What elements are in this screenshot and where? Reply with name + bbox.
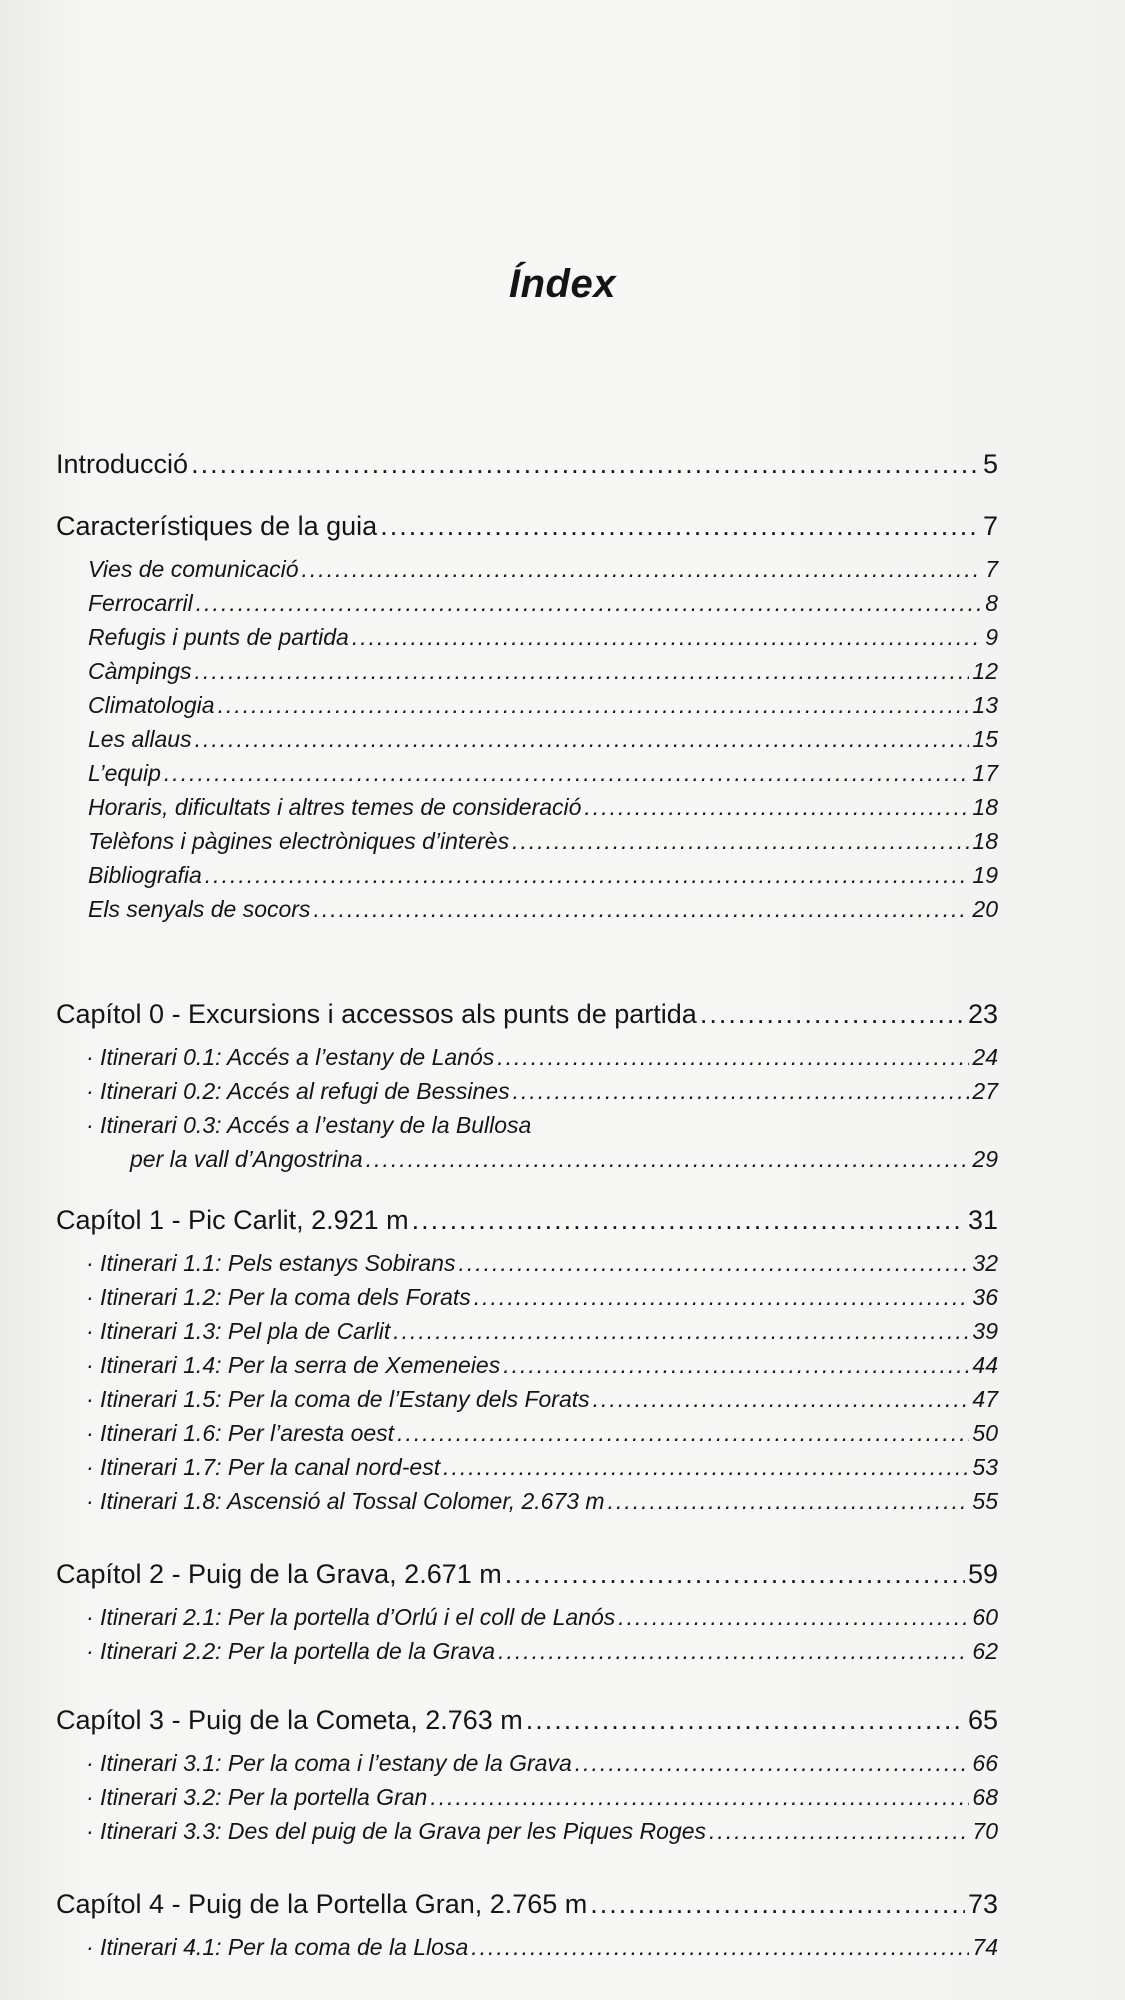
entry-label: Bibliografia xyxy=(88,861,202,888)
entry-label: Horaris, dificultats i altres temes de consideració xyxy=(88,793,582,820)
entry-label: per la vall d’Angostrina xyxy=(130,1145,363,1172)
entry-page: 68 xyxy=(972,1783,998,1810)
toc-subentry[interactable] xyxy=(56,620,998,654)
toc-itinerary[interactable] xyxy=(56,1930,998,1964)
entry-page: 70 xyxy=(972,1817,998,1844)
toc-entry-chapter-2[interactable] xyxy=(56,1548,998,1600)
entry-label: Característiques de la guia xyxy=(56,510,378,541)
entry-page: 55 xyxy=(972,1487,998,1514)
entry-label: · Itinerari 1.1: Pels estanys Sobirans xyxy=(86,1249,456,1276)
section-chapter-4 xyxy=(56,1878,998,1964)
toc-itinerary[interactable] xyxy=(56,1382,998,1416)
dot-leader xyxy=(218,692,970,719)
toc-itinerary[interactable] xyxy=(56,1040,998,1074)
toc-itinerary-continuation[interactable] xyxy=(56,1142,998,1176)
toc-itinerary[interactable] xyxy=(56,1416,998,1450)
dot-leader xyxy=(302,556,983,583)
toc-itinerary[interactable] xyxy=(56,1348,998,1382)
toc-entry-chapter-1[interactable] xyxy=(56,1194,998,1246)
entry-page: 15 xyxy=(972,725,998,752)
entry-page: 62 xyxy=(972,1637,998,1664)
entry-label: Capítol 1 - Pic Carlit, 2.921 m xyxy=(56,1204,409,1235)
toc-itinerary[interactable] xyxy=(56,1746,998,1780)
section-chapter-3 xyxy=(56,1694,998,1848)
section-chapter-0 xyxy=(56,988,998,1176)
dot-leader xyxy=(474,1284,970,1311)
entry-page: 47 xyxy=(972,1385,998,1412)
entry-label: · Itinerari 1.2: Per la coma dels Forats xyxy=(86,1283,471,1310)
entry-label: · Itinerari 1.6: Per l’aresta oest xyxy=(86,1419,395,1446)
dot-leader xyxy=(709,1818,969,1845)
entry-label: Capítol 4 - Puig de la Portella Gran, 2.765 m xyxy=(56,1888,588,1919)
entry-label: · Itinerari 1.3: Pel pla de Carlit xyxy=(86,1317,391,1344)
entry-page: 7 xyxy=(985,555,998,582)
dot-leader xyxy=(505,1559,965,1590)
dot-leader xyxy=(471,1934,969,1961)
section-guide xyxy=(56,500,998,926)
page-title: Índex xyxy=(509,262,616,306)
toc-subentry[interactable] xyxy=(56,586,998,620)
dot-leader xyxy=(430,1784,969,1811)
dot-leader xyxy=(503,1352,969,1379)
entry-label: · Itinerari 1.5: Per la coma de l’Estany dels Forats xyxy=(86,1385,590,1412)
dot-leader xyxy=(443,1454,969,1481)
entry-label: Climatologia xyxy=(88,691,215,718)
entry-page: 8 xyxy=(985,589,998,616)
entry-page: 66 xyxy=(972,1749,998,1776)
dot-leader xyxy=(313,896,969,923)
entry-label: Les allaus xyxy=(88,725,192,752)
toc-subentry[interactable] xyxy=(56,552,998,586)
toc-entry-chapter-0[interactable] xyxy=(56,988,998,1040)
dot-leader xyxy=(397,1420,969,1447)
table-of-contents xyxy=(56,438,998,1964)
toc-itinerary[interactable] xyxy=(56,1314,998,1348)
entry-page: 36 xyxy=(972,1283,998,1310)
toc-itinerary[interactable] xyxy=(56,1484,998,1518)
entry-page: 17 xyxy=(972,759,998,786)
entry-page: 19 xyxy=(972,861,998,888)
dot-leader xyxy=(700,999,965,1030)
entry-label: · Itinerari 3.1: Per la coma i l’estany de la Grava xyxy=(86,1749,572,1776)
entry-label: Introducció xyxy=(56,448,189,479)
dot-leader xyxy=(575,1750,970,1777)
entry-page: 23 xyxy=(967,998,998,1029)
toc-subentry[interactable] xyxy=(56,790,998,824)
dot-leader xyxy=(191,449,980,480)
toc-entry-guide[interactable] xyxy=(56,500,998,552)
dot-leader xyxy=(498,1638,969,1665)
dot-leader xyxy=(590,1889,965,1920)
entry-page: 18 xyxy=(972,793,998,820)
dot-leader xyxy=(497,1044,969,1071)
entry-label: · Itinerari 0.3: Accés a l’estany de la Bullosa xyxy=(86,1111,532,1138)
entry-label: Refugis i punts de partida xyxy=(88,623,349,650)
dot-leader xyxy=(380,511,980,542)
entry-label: Telèfons i pàgines electròniques d’interès xyxy=(88,827,510,854)
entry-page: 29 xyxy=(972,1145,998,1172)
section-chapter-2 xyxy=(56,1548,998,1668)
dot-leader xyxy=(393,1318,969,1345)
entry-label: · Itinerari 4.1: Per la coma de la Llosa xyxy=(86,1933,469,1960)
dot-leader xyxy=(205,862,970,889)
toc-subentry[interactable] xyxy=(56,892,998,926)
toc-itinerary[interactable] xyxy=(56,1814,998,1848)
entry-page: 50 xyxy=(972,1419,998,1446)
entry-page: 44 xyxy=(972,1351,998,1378)
entry-page: 13 xyxy=(972,691,998,718)
dot-leader xyxy=(584,794,969,821)
dot-leader xyxy=(593,1386,970,1413)
toc-itinerary[interactable] xyxy=(56,1280,998,1314)
entry-page: 24 xyxy=(972,1043,998,1070)
dot-leader xyxy=(196,590,982,617)
entry-page: 31 xyxy=(967,1204,998,1235)
entry-label: L’equip xyxy=(88,759,161,786)
toc-itinerary[interactable] xyxy=(56,1600,998,1634)
toc-entry-introduction[interactable] xyxy=(56,438,998,490)
entry-label: Vies de comunicació xyxy=(88,555,299,582)
entry-page: 18 xyxy=(972,827,998,854)
entry-label: Càmpings xyxy=(88,657,192,684)
dot-leader xyxy=(458,1250,969,1277)
entry-label: · Itinerari 2.2: Per la portella de la Grava xyxy=(86,1637,496,1664)
entry-page: 60 xyxy=(972,1603,998,1630)
toc-itinerary[interactable] xyxy=(56,1074,998,1108)
toc-entry-chapter-4[interactable] xyxy=(56,1878,998,1930)
toc-subentry[interactable] xyxy=(56,722,998,756)
toc-itinerary[interactable] xyxy=(56,1634,998,1668)
entry-page: 74 xyxy=(972,1933,998,1960)
dot-leader xyxy=(526,1705,965,1736)
dot-leader xyxy=(352,624,982,651)
dot-leader xyxy=(513,1078,970,1105)
entry-label: Capítol 3 - Puig de la Cometa, 2.763 m xyxy=(56,1704,523,1735)
entry-page: 73 xyxy=(967,1888,998,1919)
toc-subentry[interactable] xyxy=(56,858,998,892)
toc-itinerary[interactable] xyxy=(56,1246,998,1280)
dot-leader xyxy=(512,828,969,855)
entry-label: · Itinerari 1.8: Ascensió al Tossal Colomer, 2.673 m xyxy=(86,1487,605,1514)
section-chapter-1 xyxy=(56,1194,998,1518)
dot-leader xyxy=(164,760,969,787)
toc-entry-chapter-3[interactable] xyxy=(56,1694,998,1746)
entry-page: 5 xyxy=(982,448,998,479)
entry-label: Ferrocarril xyxy=(88,589,193,616)
dot-leader xyxy=(608,1488,970,1515)
entry-page: 9 xyxy=(985,623,998,650)
entry-label: Els senyals de socors xyxy=(88,895,311,922)
dot-leader xyxy=(412,1205,965,1236)
entry-page: 20 xyxy=(972,895,998,922)
entry-page: 7 xyxy=(982,510,998,541)
toc-itinerary[interactable] xyxy=(56,1108,998,1142)
entry-page: 53 xyxy=(972,1453,998,1480)
entry-page: 27 xyxy=(972,1077,998,1104)
entry-label: · Itinerari 1.4: Per la serra de Xemeneies xyxy=(86,1351,501,1378)
toc-subentry[interactable] xyxy=(56,756,998,790)
toc-subentry[interactable] xyxy=(56,654,998,688)
toc-subentry[interactable] xyxy=(56,688,998,722)
entry-label: · Itinerari 3.2: Per la portella Gran xyxy=(86,1783,428,1810)
entry-label: · Itinerari 0.1: Accés a l’estany de Lanós xyxy=(86,1043,495,1070)
dot-leader xyxy=(195,726,970,753)
entry-page: 59 xyxy=(967,1558,998,1589)
toc-itinerary[interactable] xyxy=(56,1450,998,1484)
dot-leader xyxy=(618,1604,969,1631)
entry-label: Capítol 2 - Puig de la Grava, 2.671 m xyxy=(56,1558,502,1589)
toc-subentry[interactable] xyxy=(56,824,998,858)
entry-label: · Itinerari 3.3: Des del puig de la Grava per les Piques Roges xyxy=(86,1817,707,1844)
toc-itinerary[interactable] xyxy=(56,1780,998,1814)
entry-page: 39 xyxy=(972,1317,998,1344)
dot-leader xyxy=(366,1146,970,1173)
dot-leader xyxy=(195,658,970,685)
entry-label: · Itinerari 1.7: Per la canal nord-est xyxy=(86,1453,441,1480)
entry-page: 65 xyxy=(967,1704,998,1735)
entry-label: · Itinerari 0.2: Accés al refugi de Bessines xyxy=(86,1077,510,1104)
entry-page: 12 xyxy=(972,657,998,684)
entry-page: 32 xyxy=(972,1249,998,1276)
entry-label: · Itinerari 2.1: Per la portella d’Orlú i el coll de Lanós xyxy=(86,1603,616,1630)
entry-label: Capítol 0 - Excursions i accessos als punts de partida xyxy=(56,998,697,1029)
